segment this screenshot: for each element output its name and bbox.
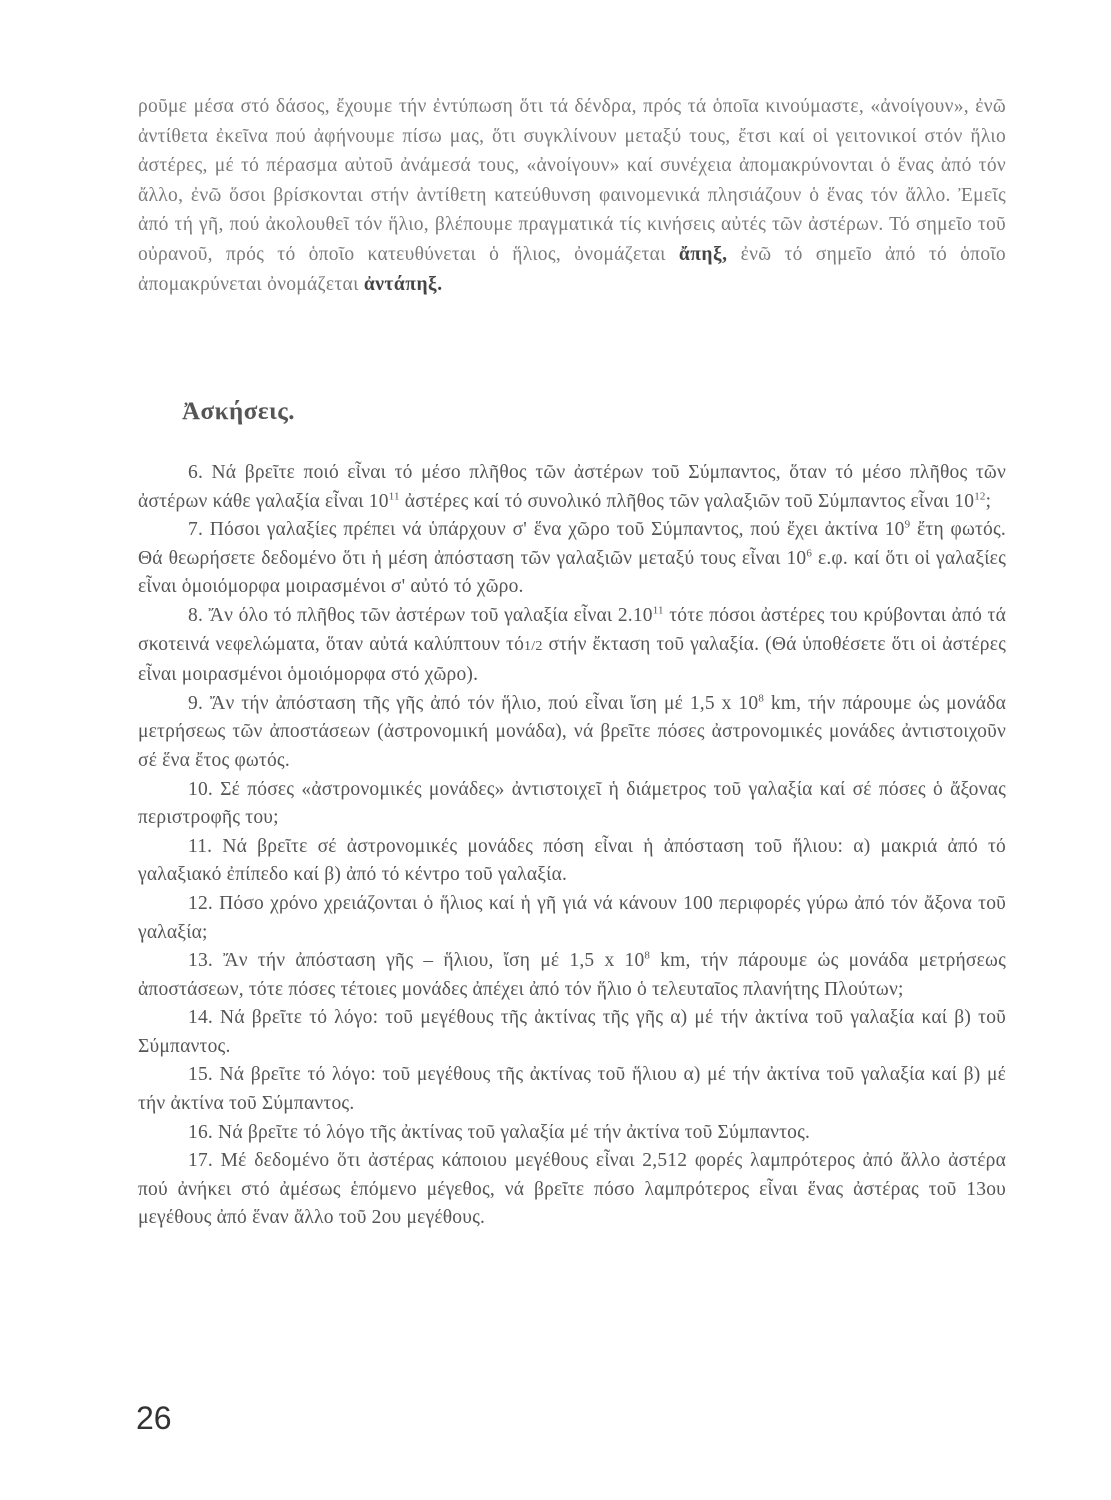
exercise-10: 10. Σέ πόσες «ἀστρονομικές μονάδες» ἀντιστοιχεῖ ἡ διάμετρος τοῦ γαλαξία καί σέ πόσες ὁ ἄξονας περιστροφῆς του; <box>138 778 1006 829</box>
exercise-9: 9. Ἄν τήν ἀπόσταση τῆς γῆς ἀπό τόν ἥλιο, πού εἶναι ἴση μέ 1,5 x $10^8$ km, τήν πάρουμε ὡς μονάδα μετρήσεως τῶν ἀποστάσεων (ἀστρονομική μονάδα), νά βρεῖτε πόσες ἀστρονομικές μονάδες ἀντιστοιχοῦν σέ ἕνα ἔτος φωτός. <box>138 692 1007 771</box>
exercise-14: 14. Νά βρεῖτε τό λόγο: τοῦ μεγέθους τῆς ἀκτίνας τῆς γῆς α) μέ τήν ἀκτίνα τοῦ γαλαξία καί β) τοῦ Σύμπαντος. <box>138 1007 1006 1057</box>
exercises-list <box>138 459 1006 1233</box>
page-number: 26 <box>136 1400 172 1436</box>
exercise-12: 12. Πόσο χρόνο χρειάζονται ὁ ἥλιος καί ἡ γῆ γιά νά κάνουν 100 περιφορές γύρω ἀπό τόν ἄξονα τοῦ γαλαξία; <box>138 892 1006 943</box>
exercise-16: 16. Νά βρεῖτε τό λόγο τῆς ἀκτίνας τοῦ γαλαξία μέ τήν ἀκτίνα τοῦ Σύμπαντος. <box>188 1121 811 1143</box>
intro-text-2: ἐνῶ τό σημεῖο ἀπό τό ὁποῖο ἀπομακρύνεται ὀνομάζεται <box>138 243 1006 295</box>
term-apex: ἄπηξ, <box>678 243 728 265</box>
exercise-13: 13. Ἄν τήν ἀπόσταση γῆς – ἥλιου, ἴση μέ 1,5 x $10^8$ km, τήν πάρουμε ὡς μονάδα μετρήσεως ἀποστάσεων, τότε πόσες τέτοιες μονάδες ἀπέχει ἀπό τόν ἥλιο ὁ τελευταῖος πλανήτης Πλούτων; <box>138 949 1006 1000</box>
intro-paragraph <box>138 92 1006 299</box>
intro-text: ροῦμε μέσα στό δάσος, ἔχουμε τήν ἐντύπωση ὅτι τά δένδρα, πρός τά ὁποῖα κινούμαστε, «ἀνοίγουν», ἐνῶ ἀντίθετα ἐκεῖνα πού ἀφήνουμε πίσω μας, ὅτι συγκλίνουν μεταξύ τους, ἔτσι καί οἱ γειτονικοί στόν ἥλιο ἀστέρες, μέ τό πέρασμα αὐτοῦ ἀνάμεσά τους, «ἀνοίγουν» καί συνέχεια ἀπομακρύνονται ὁ ἕνας ἀπό τόν ἄλλο, ἐνῶ ὅσοι βρίσκονται στήν ἀντίθετη κατεύθυνση φαινομενικά πλησιάζουν ὁ ἕνας τόν ἄλλο. Ἐμεῖς ἀπό τή γῆ, πού ἀκολουθεῖ τόν ἥλιο, βλέπουμε πραγματικά τίς κινήσεις αὐτές τῶν ἀστέρων. Τό σημεῖο τοῦ οὐρανοῦ, πρός τό ὁποῖο κατευθύνεται ὁ ἥλιος, ὀνομάζεται <box>138 96 1006 265</box>
exercise-7: 7. Πόσοι γαλαξίες πρέπει νά ὑπάρχουν σ' ἕνα χῶρο τοῦ Σύμπαντος, πού ἔχει ἀκτίνα $10^9$ ἔτη φωτός. Θά θεωρήσετε δεδομένο ὅτι ἡ μέση ἀπόσταση τῶν γαλαξιῶν μεταξύ τους εἶναι $10^6$ ε.φ. καί ὅτι οἱ γαλαξίες εἶναι ὁμοιόμορφα μοιρασμένοι σ' αὐτό τό χῶρο. <box>138 518 1006 598</box>
term-antapex: ἀντάπηξ. <box>363 273 443 295</box>
exercise-11: 11. Νά βρεῖτε σέ ἀστρονομικές μονάδες πόση εἶναι ἡ ἀπόσταση τοῦ ἥλιου: α) μακριά ἀπό τό γαλαξιακό ἐπίπεδο καί β) ἀπό τό κέντρο τοῦ γαλαξία. <box>138 835 1006 886</box>
exercise-8: 8. Ἄν όλο τό πλῆθος τῶν ἀστέρων τοῦ γαλαξία εἶναι 2.10$^{11}$ τότε πόσοι ἀστέρες του κρύβονται ἀπό τά σκοτεινά νεφελώματα, ὅταν αὐτά καλύπτουν τό1/2 στήν ἔκταση τοῦ γαλαξία. (Θά ὑποθέσετε ὅτι οἱ ἀστέρες εἶναι μοιρασμένοι ὁμοιόμορφα στό χῶρο). <box>138 604 1007 686</box>
exercise-17: 17. Μέ δεδομένο ὅτι ἀστέρας κάποιου μεγέθους εἶναι 2,512 φορές λαμπρότερος ἀπό ἄλλο ἀστέρα πού ἀνήκει στό ἀμέσως ἑπόμενο μέγεθος, νά βρεῖτε πόσο λαμπρότερος εἶναι ἕνας ἀστέρας τοῦ 13ου μεγέθους ἀπό ἕναν ἄλλο τοῦ 2ου μεγέθους. <box>138 1150 1006 1229</box>
exercise-15: 15. Νά βρεῖτε τό λόγο: τοῦ μεγέθους τῆς ἀκτίνας τοῦ ἥλιου α) μέ τήν ἀκτίνα τοῦ γαλαξία καί β) μέ τήν ἀκτίνα τοῦ Σύμπαντος. <box>138 1064 1006 1115</box>
exercise-6: 6. Νά βρεῖτε ποιό εἶναι τό μέσο πλῆθος τῶν ἀστέρων τοῦ Σύμπαντος, ὅταν τό μέσο πλῆθος τῶν ἀστέρων κάθε γαλαξία εἶναι $10^{11}$ ἀστέρες καί τό συνολικό πλῆθος τῶν γαλαξιῶν τοῦ Σύμπαντος εἶναι $10^{12}$; <box>138 462 1006 512</box>
exercises-heading: Ἀσκήσεις. <box>182 398 296 425</box>
